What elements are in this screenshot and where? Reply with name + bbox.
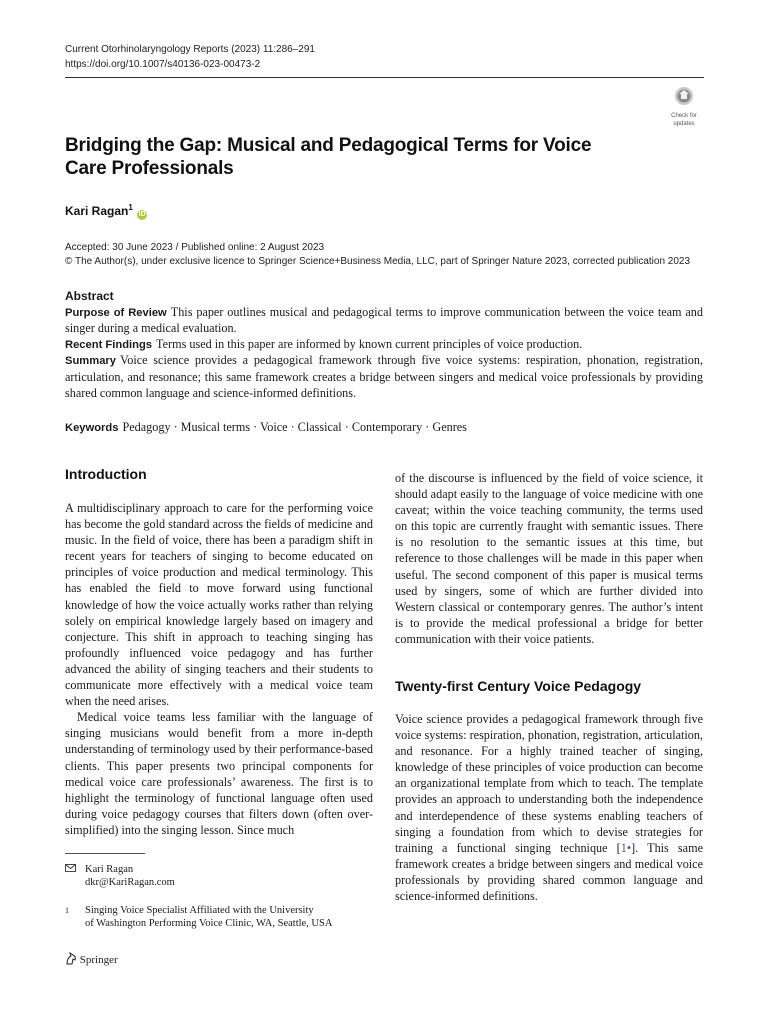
keywords-line	[65, 420, 703, 435]
footnote-rule	[65, 853, 145, 854]
pedagogy-paragraph-1	[395, 711, 703, 904]
publisher-footer	[65, 952, 118, 966]
badge-label-1: Check for	[671, 113, 697, 119]
intro-paragraph-3: of the discourse is influenced by the field of voice science, it should adapt easily to the language of voice medicine with one caveat; within the voice teaching community, the terms used on this topic are currently fraught with semantic issues. There is no resolution to the semantic issues at this time, but reference to those challenges will be made in this paper when useful. The second component of this paper is musical terms used by singers, some of which are further divided into Western classical or contemporary genres. The author’s intent is to provide the medical professional a bridge for better communication with their voice patients.	[395, 471, 703, 646]
corresponding-name: Kari Ragan	[85, 864, 134, 875]
summary-label: Summary	[65, 355, 116, 368]
affiliation-note	[65, 904, 365, 930]
purpose-text: This paper outlines musical and pedagogical terms to improve communication between the voice team and singer during a medical evaluation.	[65, 304, 703, 336]
pedagogy-text-after: ]. This same framework creates a bridge between singers and medical voice professionals by providing shared common language and science-informed definitions.	[395, 840, 703, 904]
abstract-summary	[65, 353, 703, 401]
abstract-heading: Abstract	[65, 289, 114, 303]
abstract-block	[65, 289, 703, 401]
doi-link[interactable]: https://doi.org/10.1007/s40136-023-00473-2	[65, 59, 261, 70]
springer-horse-icon	[65, 952, 77, 965]
pedagogy-text-before: Voice science provides a pedagogical framework through five voice systems: respiration, phonation, registration, articulation, and resonance. For a highly trained teacher of singing, knowledge of these principles of voice production can become an organizational template from which to teach. The template provides an approach to understanding both the independence and interdependence of these systems enabling teachers of singing a foundation from which to devise strategies for training a functional singing technique [	[395, 712, 703, 855]
title-line-2: Care Professionals	[65, 158, 234, 179]
abstract-purpose	[65, 305, 703, 337]
affiliation-mark: 1	[65, 906, 69, 915]
journal-citation: Current Otorhinolaryngology Reports (2023) 11:286–291	[65, 44, 315, 55]
keywords-label: Keywords	[65, 422, 119, 434]
keywords-text: Pedagogy · Musical terms · Voice · Classical · Contemporary · Genres	[122, 420, 467, 434]
title-line-1: Bridging the Gap: Musical and Pedagogical Terms for Voice	[65, 135, 592, 156]
summary-text: Voice science provides a pedagogical framework through five voice systems: respiration, phonation, registration, articulation, and resonance; this same framework creates a bridge between singers and medical voice professionals by providing shared common language and science-informed definitions.	[65, 353, 703, 400]
findings-label: Recent Findings	[65, 338, 153, 351]
findings-text: Terms used in this paper are informed by known current principles of voice production.	[156, 336, 583, 351]
header-rule	[65, 77, 704, 78]
purpose-label: Purpose of Review	[65, 306, 167, 319]
corresponding-author-note	[65, 863, 175, 889]
article-title	[65, 134, 625, 180]
introduction-heading: Introduction	[65, 466, 147, 482]
voice-pedagogy-heading: Twenty-first Century Voice Pedagogy	[395, 678, 642, 694]
affiliation-line-2: of Washington Performing Voice Clinic, WA, Seattle, USA	[85, 918, 333, 929]
check-for-updates-badge[interactable]	[664, 85, 704, 127]
author-affiliation-mark: 1	[128, 203, 133, 212]
corresponding-email[interactable]: dkr@KariRagan.com	[85, 877, 175, 888]
abstract-findings	[65, 337, 703, 354]
journal-header	[65, 42, 315, 72]
intro-paragraph-1: A multidisciplinary approach to care for the performing voice has become the gold standard across the fields of medicine and music. In the field of voice, there has been a paradigm shift in recent years for teachers of singing to become educated on principles of voice production and medical terminology. This has enabled the field to move forward using functional knowledge of how the voice actually works rather than relying solely on empirical knowledge largely based on imagery and conjecture. This shift in approach to teaching singing has profoundly influenced voice pedagogy and has further advanced the ability of singing teachers and their students to communicate more effectively with a medical voice team when the need arises.	[65, 501, 373, 709]
copyright-line: © The Author(s), under exclusive licence to Springer Science+Business Media, LLC, part of Springer Nature 2023, corrected publication 2023	[65, 256, 691, 267]
accepted-published-dates: Accepted: 30 June 2023 / Published online: 2 August 2023	[65, 242, 325, 253]
publisher-name: Springer	[79, 954, 118, 966]
author-name[interactable]: Kari Ragan	[65, 204, 129, 218]
check-updates-icon	[664, 85, 704, 107]
voice-pedagogy-body	[395, 711, 703, 904]
intro-paragraph-2: Medical voice teams less familiar with the language of singing musicians would benefit from a more in-depth understanding of terminology used by their performance-based clients. This paper presents two principal components for medical voice care professionals’ awareness. The first is to highlight the terminology of functional language often used during voice pedagogy courses that filters down (often over-simplified) into the singing lesson. Since much	[65, 710, 373, 837]
orcid-icon[interactable]: iD	[138, 211, 146, 218]
badge-label-2: updates	[673, 120, 695, 127]
affiliation-line-1: Singing Voice Specialist Affiliated with the University	[85, 905, 314, 916]
introduction-body	[65, 500, 373, 838]
author-line	[65, 203, 147, 220]
citation-link[interactable]: 1•	[620, 840, 632, 855]
envelope-icon	[65, 863, 85, 876]
introduction-continued	[395, 470, 703, 647]
publication-info	[65, 241, 690, 269]
